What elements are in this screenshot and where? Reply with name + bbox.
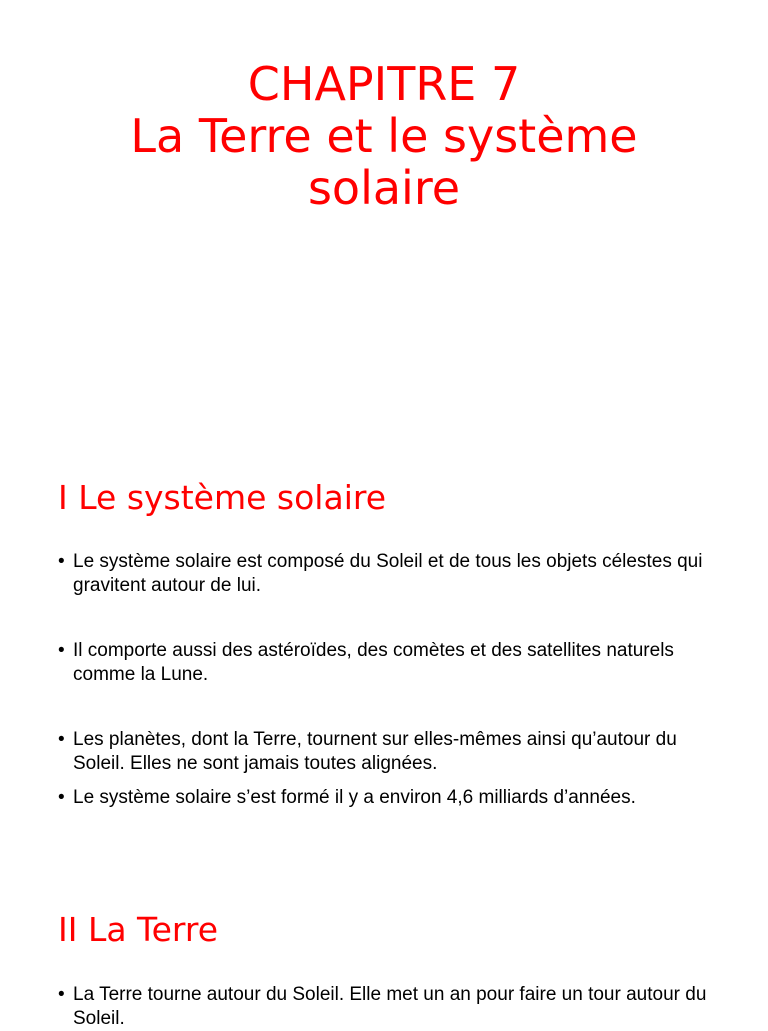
solar-system-bullet-list — [58, 786, 718, 810]
list-item: • Les planètes, dont la Terre, tournent sur elles-mêmes ainsi qu’autour du Soleil. Elles ne sont jamais toutes alignées. — [58, 728, 718, 776]
chapter-title-line-2: La Terre et le système — [130, 109, 638, 163]
list-item: • Il comporte aussi des astéroïdes, des comètes et des satellites naturels comme la Lune. — [58, 639, 718, 687]
list-item: • Le système solaire est composé du Soleil et de tous les objets célestes qui gravitent autour de lui. — [58, 550, 718, 598]
solar-system-bullet-list — [58, 728, 718, 776]
section-heading-solar-system: I Le système solaire — [58, 478, 387, 517]
list-item: • Le système solaire s’est formé il y a environ 4,6 milliards d’années. — [58, 786, 718, 810]
list-item: • La Terre tourne autour du Soleil. Elle met un an pour faire un tour autour du Soleil. — [58, 983, 718, 1031]
chapter-title — [0, 58, 768, 214]
chapter-title-line-1: CHAPITRE 7 — [247, 57, 521, 111]
section-heading-earth: II La Terre — [58, 910, 219, 949]
content-slide — [0, 432, 768, 1029]
solar-system-bullet-list — [58, 550, 718, 598]
solar-system-bullet-list — [58, 639, 718, 687]
chapter-title-line-3: solaire — [307, 161, 461, 215]
title-slide — [0, 0, 768, 432]
